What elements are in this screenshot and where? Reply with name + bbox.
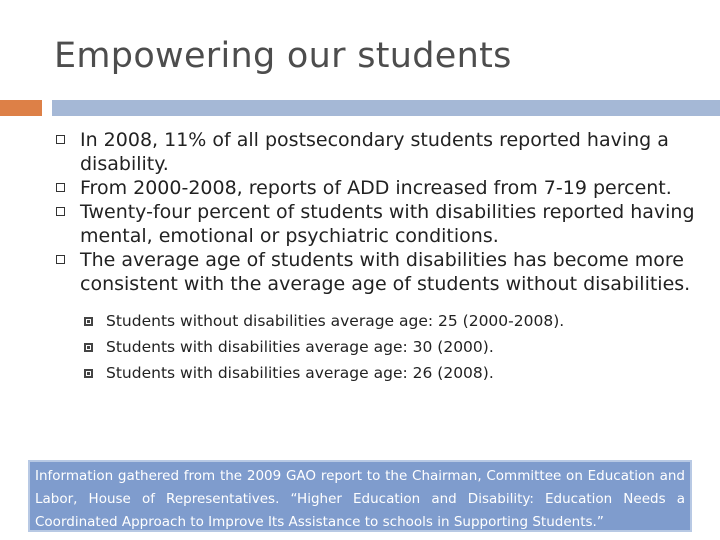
sub-bullet-item [80, 308, 696, 334]
sub-bullet-text: Students with disabilities average age: 26 (2008). [106, 364, 494, 382]
hollow-square-bullet-icon [56, 255, 65, 264]
bullet-text: In 2008, 11% of all postsecondary students reported having a disability. [80, 129, 669, 175]
bullet-item [56, 176, 696, 200]
source-note-box: Information gathered from the 2009 GAO report to the Chairman, Committee on Education and Labor, House of Representatives. “Higher Education and Disability: Education Needs a Coordinated Approach to Improve Its Assistance to schools in Supporting Students.” [28, 460, 692, 532]
bullet-text: The average age of students with disabilities has become more consistent with the average age of students without disabilities. [80, 249, 691, 295]
bullet-list [56, 128, 696, 386]
bullet-item [56, 128, 696, 176]
slide-title: Empowering our students [54, 36, 512, 76]
sub-bullet-item [80, 360, 696, 386]
bullet-text: Twenty-four percent of students with disabilities reported having mental, emotional or psychiatric conditions. [80, 201, 695, 247]
filled-square-bullet-icon [84, 343, 93, 352]
hollow-square-bullet-icon [56, 207, 65, 216]
filled-square-bullet-icon [84, 317, 93, 326]
sub-bullet-list [56, 308, 696, 386]
title-rule-bar [52, 100, 720, 116]
hollow-square-bullet-icon [56, 135, 65, 144]
sub-bullet-text: Students with disabilities average age: 30 (2000). [106, 338, 494, 356]
title-rule-accent [0, 100, 42, 116]
sub-bullet-item [80, 334, 696, 360]
filled-square-bullet-icon [84, 369, 93, 378]
hollow-square-bullet-icon [56, 183, 65, 192]
bullet-item [56, 248, 696, 296]
sub-bullet-text: Students without disabilities average age: 25 (2000-2008). [106, 312, 565, 330]
bullet-item [56, 200, 696, 248]
bullet-text: From 2000-2008, reports of ADD increased from 7-19 percent. [80, 177, 672, 199]
